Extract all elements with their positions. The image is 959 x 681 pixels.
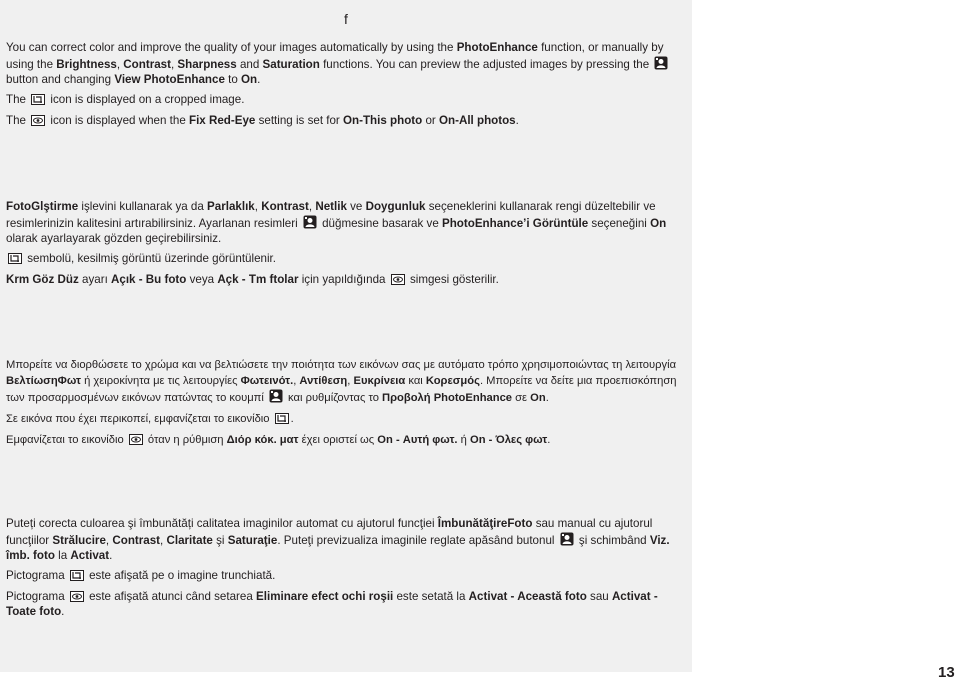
- text-run: ,: [105, 533, 113, 547]
- text-run: için yapıldığında: [298, 272, 389, 286]
- bold-term: Kontrast: [261, 200, 309, 213]
- photo-enhance-icon: [560, 532, 574, 543]
- text-run: ,: [347, 375, 354, 388]
- paragraph: [6, 432, 690, 448]
- photo-enhance-icon: [303, 215, 317, 226]
- text-run: Pictograma: [6, 569, 68, 583]
- header-mark: f: [344, 11, 348, 27]
- bold-term: Διόρ κόκ. ματ: [226, 434, 299, 446]
- bold-term: Claritate: [166, 533, 213, 547]
- paragraph: [6, 411, 690, 427]
- red-eye-icon: [70, 591, 84, 602]
- bold-term: On - Αυτή φωτ.: [377, 434, 458, 446]
- bold-term: Strălucire: [52, 533, 106, 547]
- text-run: The: [6, 93, 30, 107]
- text-run: sau: [586, 589, 612, 603]
- text-run: simgesi gösterilir.: [406, 272, 499, 286]
- section-greek: [6, 357, 690, 453]
- text-run: ,: [116, 57, 124, 71]
- bold-term: Viz. îmb. foto: [6, 533, 670, 563]
- bold-term: Doygunluk: [365, 200, 426, 213]
- bold-term: Κορεσμός: [425, 375, 480, 388]
- bold-term: Activat - Toate foto: [6, 589, 658, 619]
- text-run: functions. You can preview the adjusted images by pressing the: [319, 57, 653, 71]
- bold-term: Activat: [70, 549, 110, 563]
- bold-term: Açık - Bu foto: [111, 272, 187, 286]
- text-run: la: [54, 549, 71, 563]
- paragraph: [6, 251, 690, 267]
- crop-icon: [31, 94, 45, 105]
- bold-term: On: [530, 392, 546, 405]
- text-run: sembolü, kesilmiş görüntü üzerinde görüntülenir.: [24, 252, 276, 266]
- text-run: και: [405, 375, 426, 388]
- crop-icon: [275, 413, 289, 424]
- text-run: ,: [293, 375, 300, 388]
- text-run: .: [515, 113, 519, 127]
- bold-term: Αντίθεση: [299, 375, 348, 388]
- text-run: este setată la: [393, 589, 469, 603]
- paragraph: [6, 568, 690, 584]
- bold-term: PhotoEnhance: [456, 41, 538, 54]
- bold-term: Saturaţie: [227, 533, 278, 547]
- bold-term: On-All photos: [439, 113, 516, 127]
- text-run: .: [257, 73, 261, 87]
- bold-term: Contrast: [112, 533, 161, 547]
- bold-term: Ευκρίνεια: [353, 375, 406, 388]
- text-run: function, or manually by using the: [6, 41, 664, 71]
- bold-term: Activat - Această foto: [468, 589, 587, 603]
- text-run: .: [290, 413, 294, 426]
- bold-term: FotoGlştirme: [6, 200, 79, 213]
- bold-term: Προβολή PhotoEnhance: [382, 392, 513, 405]
- text-run: ,: [308, 200, 316, 213]
- text-run: ,: [160, 533, 167, 547]
- bold-term: Netlik: [315, 200, 347, 213]
- bold-term: ΒελτίωσηΦωτ: [6, 375, 81, 388]
- text-run: icon is displayed when the: [47, 113, 189, 127]
- text-run: .: [547, 434, 551, 446]
- red-eye-icon: [129, 434, 143, 445]
- bold-term: On - Όλες φωτ: [470, 434, 548, 446]
- bold-term: Sharpness: [177, 57, 237, 71]
- text-run: The: [6, 113, 30, 127]
- text-run: icon is displayed on a cropped image.: [47, 93, 245, 107]
- bold-term: On: [650, 216, 667, 230]
- bold-term: View PhotoEnhance: [114, 73, 225, 87]
- text-run: ,: [254, 200, 262, 213]
- paragraph: [6, 589, 690, 620]
- crop-icon: [70, 570, 84, 581]
- text-run: Εμφανίζεται το εικονίδιο: [6, 434, 127, 446]
- bold-term: Krm Göz Düz: [6, 272, 79, 286]
- text-run: . Μπορείτε να δείτε μια προεπισκόπηση των προσαρμοσμένων εικόνων πατώντας το κουμπί: [6, 375, 677, 405]
- paragraph: [6, 357, 690, 407]
- text-run: και ρυθμίζοντας το: [284, 392, 383, 405]
- bold-term: On: [241, 73, 258, 87]
- section-turkish: [6, 199, 690, 292]
- section-romanian: [6, 516, 690, 624]
- bold-term: Fix Red-Eye: [189, 113, 256, 127]
- paragraph: [6, 272, 690, 288]
- bold-term: ÎmbunătăţireFoto: [437, 517, 533, 530]
- text-run: ve: [346, 200, 366, 213]
- text-run: este afişată atunci când setarea: [85, 589, 257, 603]
- text-run: .: [61, 605, 65, 619]
- paragraph: [6, 92, 690, 108]
- text-run: este afişată pe o imagine trunchiată.: [85, 569, 276, 583]
- text-run: seçeneklerini kullanarak rengi düzeltebilir ve resimlerinizin kalitesini artırabilirsiniz. Ayarlanan resimleri: [6, 200, 656, 230]
- bold-term: PhotoEnhance’i Görüntüle: [441, 216, 589, 230]
- photo-enhance-icon: [269, 389, 283, 400]
- text-run: işlevini kullanarak ya da: [78, 200, 208, 213]
- text-run: olarak ayarlayarak gözden geçirebilirsiniz.: [6, 232, 222, 246]
- text-run: .: [545, 392, 549, 405]
- red-eye-icon: [391, 274, 405, 285]
- bold-term: Açk - Tm ftolar: [217, 272, 299, 286]
- text-run: ayarı: [78, 272, 112, 286]
- text-run: ή: [457, 434, 470, 446]
- paragraph: [6, 199, 690, 247]
- text-run: Puteți corecta culoarea şi îmbunătăți calitatea imaginilor automat cu ajutorul funcţiei: [6, 517, 438, 530]
- paragraph: [6, 516, 690, 564]
- section-english: [6, 40, 690, 133]
- bold-term: Eliminare efect ochi roşii: [256, 589, 394, 603]
- crop-icon: [8, 253, 22, 264]
- text-run: όταν η ρύθμιση: [144, 434, 227, 446]
- bold-term: Saturation: [262, 57, 320, 71]
- bold-term: Parlaklık: [207, 200, 255, 213]
- text-run: ,: [170, 57, 178, 71]
- text-run: seçeneğini: [588, 216, 651, 230]
- text-run: şi schimbând: [575, 533, 650, 547]
- bold-term: Φωτεινότ.: [240, 375, 294, 388]
- text-run: and: [236, 57, 263, 71]
- text-run: veya: [186, 272, 218, 286]
- paragraph: [6, 113, 690, 129]
- text-run: düğmesine basarak ve: [318, 216, 442, 230]
- text-run: .: [109, 549, 113, 563]
- text-run: button and changing: [6, 73, 115, 87]
- text-run: . Puteţi previzualiza imaginile reglate apăsând butonul: [277, 533, 558, 547]
- text-run: setting is set for: [255, 113, 344, 127]
- text-run: έχει οριστεί ως: [298, 434, 378, 446]
- text-run: şi: [212, 533, 228, 547]
- text-run: Σε εικόνα που έχει περικοπεί, εμφανίζεται το εικονίδιο: [6, 413, 273, 426]
- text-run: Pictograma: [6, 589, 68, 603]
- bold-term: Brightness: [56, 57, 117, 71]
- photo-enhance-icon: [654, 56, 668, 67]
- text-run: ή χειροκίνητα με τις λειτουργίες: [80, 375, 241, 388]
- page-number: 13: [938, 664, 955, 681]
- text-run: or: [422, 113, 439, 127]
- red-eye-icon: [31, 115, 45, 126]
- text-run: Μπορείτε να διορθώσετε το χρώμα και να βελτιώσετε την ποιότητα των εικόνων σας με αυτόματο τρόπο χρησιμοποιώντας τη λειτουργία: [6, 359, 677, 371]
- bold-term: On-This photo: [343, 113, 423, 127]
- text-run: You can correct color and improve the quality of your images automatically by using the: [6, 41, 457, 54]
- bold-term: Contrast: [123, 57, 171, 71]
- text-run: sau manual cu ajutorul funcţiilor: [6, 517, 653, 547]
- text-run: to: [224, 73, 242, 87]
- paragraph: [6, 40, 690, 88]
- text-run: σε: [512, 392, 531, 405]
